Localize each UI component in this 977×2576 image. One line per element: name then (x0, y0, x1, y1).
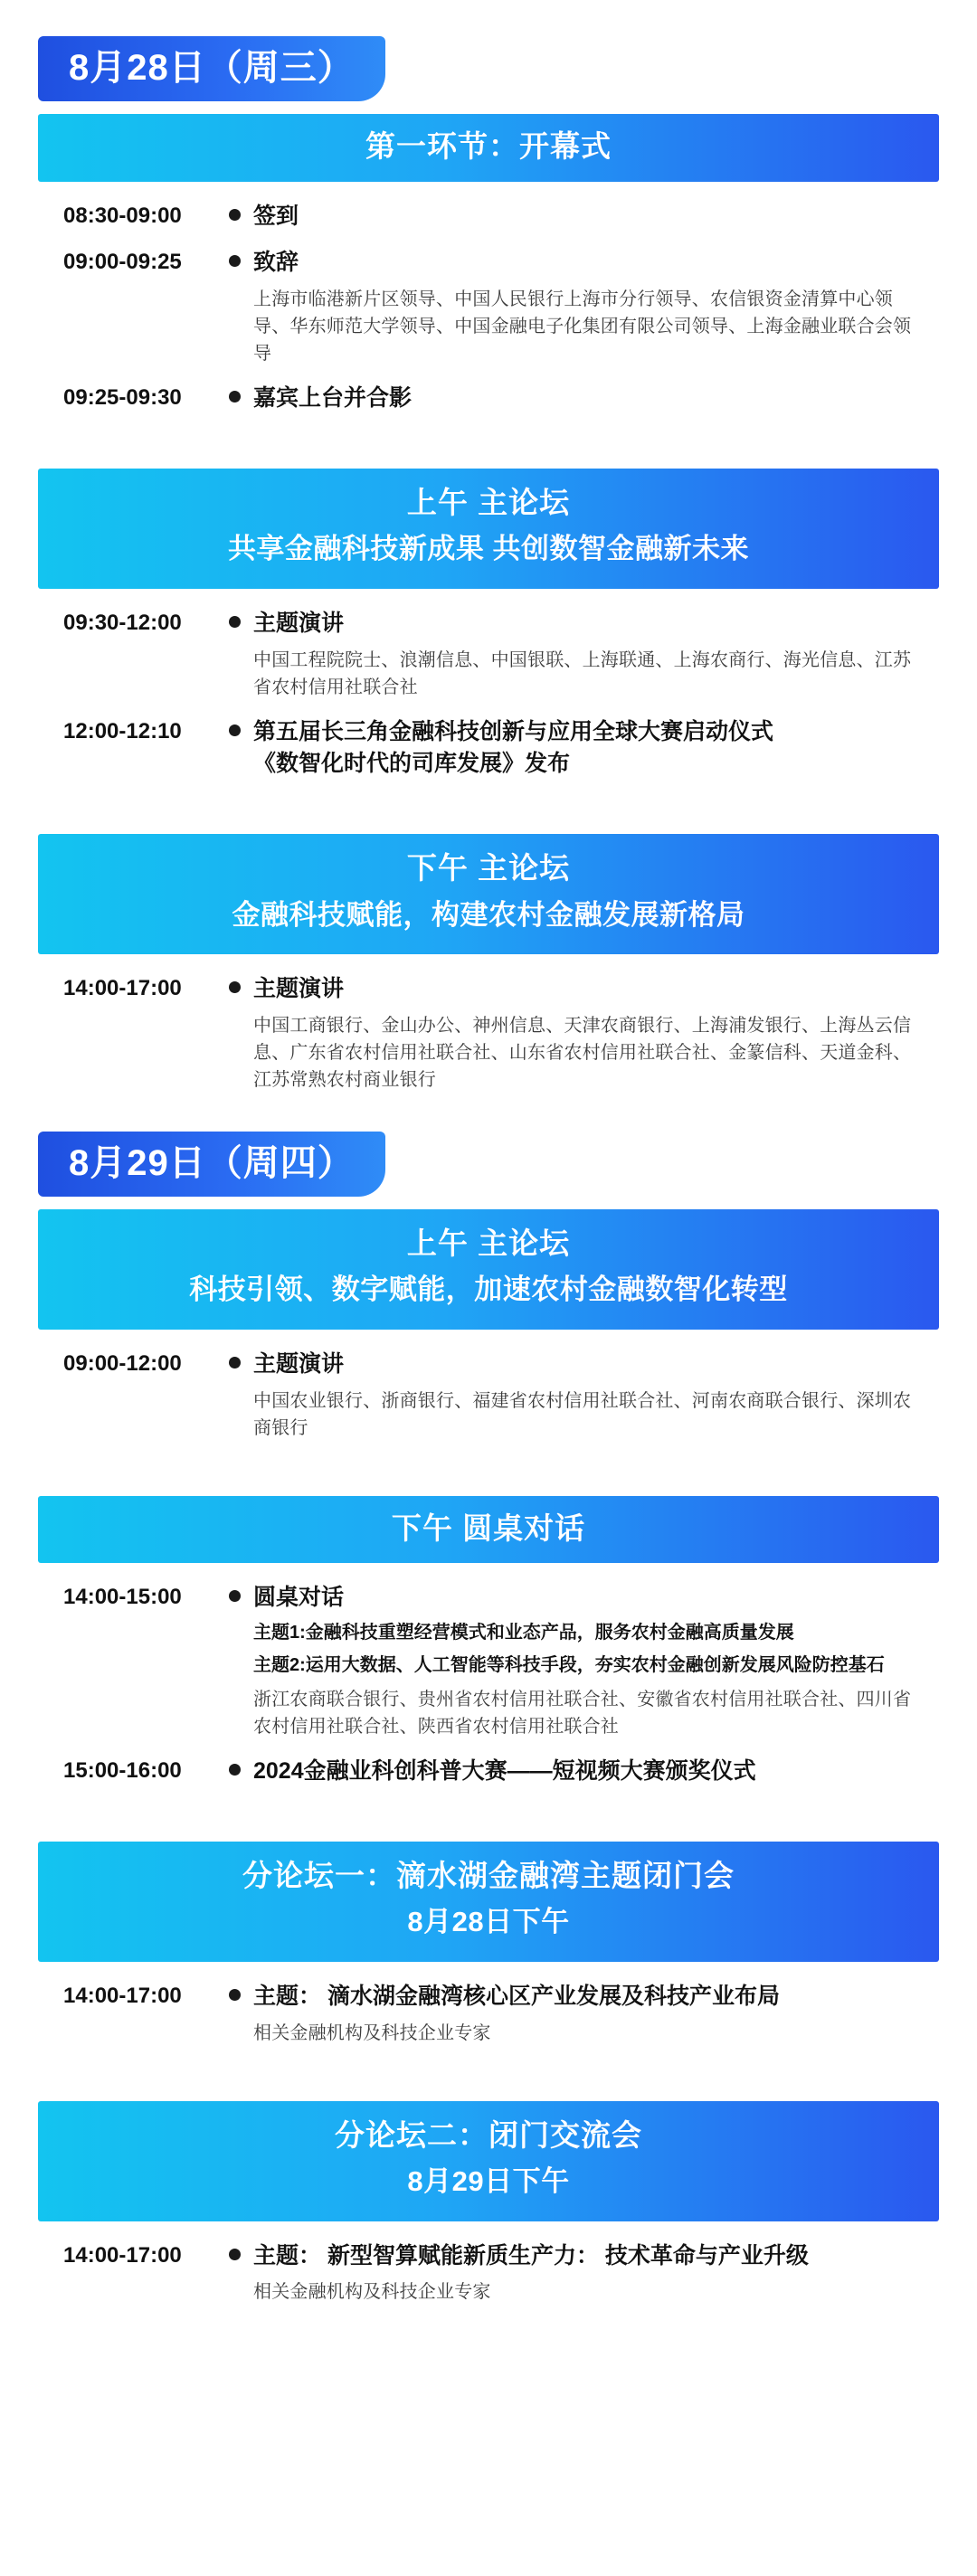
section-banner-title: 下午 圆桌对话 (391, 1511, 586, 1545)
agenda-row-time: 08:30-09:00 (63, 203, 182, 228)
agenda-row-description: 相关金融机构及科技企业专家 (253, 2282, 491, 2303)
section-rows (38, 2221, 939, 2328)
section-banner-title: 第一环节：开幕式 (365, 129, 612, 163)
agenda-row-content (253, 974, 939, 1094)
agenda-row (38, 1339, 939, 1447)
bullet-dot-icon (229, 391, 241, 402)
agenda-row (38, 1971, 939, 2052)
bullet-dot-wrap (215, 1583, 253, 1602)
section-spacer (0, 2069, 977, 2101)
agenda-row-content (253, 1982, 939, 2047)
day-heading-1: 8月28日（周三） (38, 36, 385, 101)
agenda-row-time: 09:30-12:00 (63, 610, 182, 635)
agenda-row-content (253, 717, 939, 781)
bullet-dot-wrap (215, 1982, 253, 2001)
agenda-row-title: 致辞 (253, 250, 299, 276)
agenda-row-title: 第五届长三角金融科技创新与应用全球大赛启动仪式 (253, 718, 774, 744)
section-spacer (0, 801, 977, 834)
bullet-dot-icon (229, 209, 241, 221)
agenda-row-time: 15:00-16:00 (63, 1757, 182, 1783)
agenda-row-time: 09:00-09:25 (63, 250, 182, 275)
agenda-row-content (253, 248, 939, 367)
section-rows (38, 954, 939, 1115)
section-banner (38, 1496, 939, 1564)
agenda-row-time: 09:00-12:00 (63, 1350, 182, 1376)
agenda-row (38, 2230, 939, 2312)
agenda-row-title: 主题： 滴水湖金融湾核心区产业发展及科技产业布局 (253, 1983, 780, 2009)
section-banner (38, 469, 939, 589)
bullet-dot-icon (229, 1764, 241, 1776)
section-banner-title: 上午 主论坛 (406, 1226, 571, 1260)
bullet-dot-icon (229, 1989, 241, 2001)
agenda-row-content (253, 202, 939, 232)
bullet-dot-wrap (215, 202, 253, 221)
bullet-dot-icon (229, 1590, 241, 1602)
section-rows (38, 1962, 939, 2069)
agenda-row-title: 2024金融业科创科普大赛——短视频大赛颁奖仪式 (253, 1757, 756, 1784)
agenda-row-title: 主题： 新型智算赋能新质生产力： 技术革命与产业升级 (253, 2242, 809, 2268)
bullet-dot-wrap (215, 609, 253, 628)
bullet-dot-wrap (215, 1757, 253, 1776)
agenda-row-time: 14:00-15:00 (63, 1585, 182, 1610)
agenda-row-description: 中国工程院院士、浪潮信息、中国银联、上海联通、上海农商行、海光信息、江苏省农村信用社联合社 (253, 649, 912, 697)
section-spacer (0, 436, 977, 469)
agenda-row (38, 237, 939, 373)
agenda-row-time: 14:00-17:00 (63, 976, 182, 1001)
bullet-dot-wrap (215, 974, 253, 993)
section-rows (38, 1563, 939, 1809)
section-banner-title: 分论坛一：滴水湖金融湾主题闭门会 (242, 1858, 735, 1892)
bullet-dot-icon (229, 981, 241, 993)
agenda-row-content (253, 609, 939, 701)
bullet-dot-icon (229, 724, 241, 736)
bullet-dot-wrap (215, 248, 253, 267)
agenda-row-content (253, 1583, 939, 1740)
section-spacer (0, 1463, 977, 1496)
agenda-row-subtheme: 主题1:金融科技重塑经营模式和业态产品，服务农村金融高质量发展 (253, 1622, 794, 1643)
bullet-dot-wrap (215, 2241, 253, 2260)
bullet-dot-icon (229, 1357, 241, 1368)
agenda-row-title: 嘉宾上台并合影 (253, 385, 413, 412)
section-banner-subtitle: 8月28日下午 (407, 1906, 570, 1938)
section-banner-subtitle: 8月29日下午 (407, 2165, 570, 2198)
section-banner-title: 分论坛二：闭门交流会 (335, 2117, 642, 2152)
agenda-row (38, 1746, 939, 1793)
agenda-row-title: 签到 (253, 203, 299, 229)
agenda-row (38, 191, 939, 238)
agenda-row (38, 598, 939, 706)
agenda-row-title: 《数智化时代的司库发展》发布 (253, 751, 571, 777)
bullet-dot-wrap (215, 384, 253, 402)
agenda-row (38, 963, 939, 1099)
agenda-row-content (253, 1757, 939, 1787)
agenda-row (38, 706, 939, 786)
bullet-dot-icon (229, 255, 241, 267)
section-rows (38, 1330, 939, 1463)
agenda-row-time: 09:25-09:30 (63, 385, 182, 411)
bullet-dot-icon (229, 2249, 241, 2260)
agenda-row-time: 14:00-17:00 (63, 1983, 182, 2008)
section-banner-subtitle: 共享金融科技新成果 共创数智金融新未来 (227, 533, 750, 565)
agenda-row-description: 相关金融机构及科技企业专家 (253, 2022, 491, 2043)
agenda-row-title: 主题演讲 (253, 976, 345, 1002)
agenda-row-subtheme: 主题2:运用大数据、人工智能等科技手段，夯实农村金融创新发展风险防控基石 (253, 1654, 885, 1675)
agenda-row-title: 圆桌对话 (253, 1585, 345, 1611)
bullet-dot-wrap (215, 717, 253, 736)
section-banner (38, 2101, 939, 2221)
bullet-dot-icon (229, 616, 241, 628)
section-banner (38, 1209, 939, 1330)
section-banner-subtitle: 金融科技赋能，构建农村金融发展新格局 (232, 898, 745, 931)
section-banner-title: 上午 主论坛 (406, 485, 571, 519)
day-heading-2: 8月29日（周四） (38, 1132, 385, 1197)
agenda-row-content (253, 2241, 939, 2306)
section-rows (38, 182, 939, 436)
section-banner-subtitle: 科技引领、数字赋能，加速农村金融数智化转型 (189, 1274, 788, 1306)
bullet-dot-wrap (215, 1350, 253, 1368)
agenda-row-description: 中国工商银行、金山办公、神州信息、天津农商银行、上海浦发银行、上海丛云信息、广东省农村信用社联合社、山东省农村信用社联合社、金篆信科、天道金科、江苏常熟农村商业银行 (253, 1015, 912, 1090)
agenda-row-description: 浙江农商联合银行、贵州省农村信用社联合社、安徽省农村信用社联合社、四川省农村信用社联合社、陕西省农村信用社联合社 (253, 1689, 912, 1737)
agenda-row-time: 14:00-17:00 (63, 2242, 182, 2268)
agenda-row-title: 主题演讲 (253, 610, 345, 636)
section-banner (38, 1842, 939, 1962)
agenda-row-description: 中国农业银行、浙商银行、福建省农村信用社联合社、河南农商联合银行、深圳农商银行 (253, 1390, 912, 1438)
agenda-row-time: 12:00-12:10 (63, 718, 182, 743)
section-banner-title: 下午 主论坛 (406, 851, 571, 886)
agenda-row-title: 主题演讲 (253, 1350, 345, 1377)
section-rows (38, 589, 939, 801)
section-banner (38, 114, 939, 182)
agenda-row (38, 373, 939, 420)
agenda-row-content (253, 1350, 939, 1442)
section-spacer (0, 1809, 977, 1842)
agenda-row (38, 1572, 939, 1746)
section-banner (38, 834, 939, 954)
agenda-row-description: 上海市临港新片区领导、中国人民银行上海市分行领导、农信银资金清算中心领导、华东师范大学领导、中国金融电子化集团有限公司领导、上海金融业联合会领导 (253, 289, 912, 365)
agenda-row-content (253, 384, 939, 414)
